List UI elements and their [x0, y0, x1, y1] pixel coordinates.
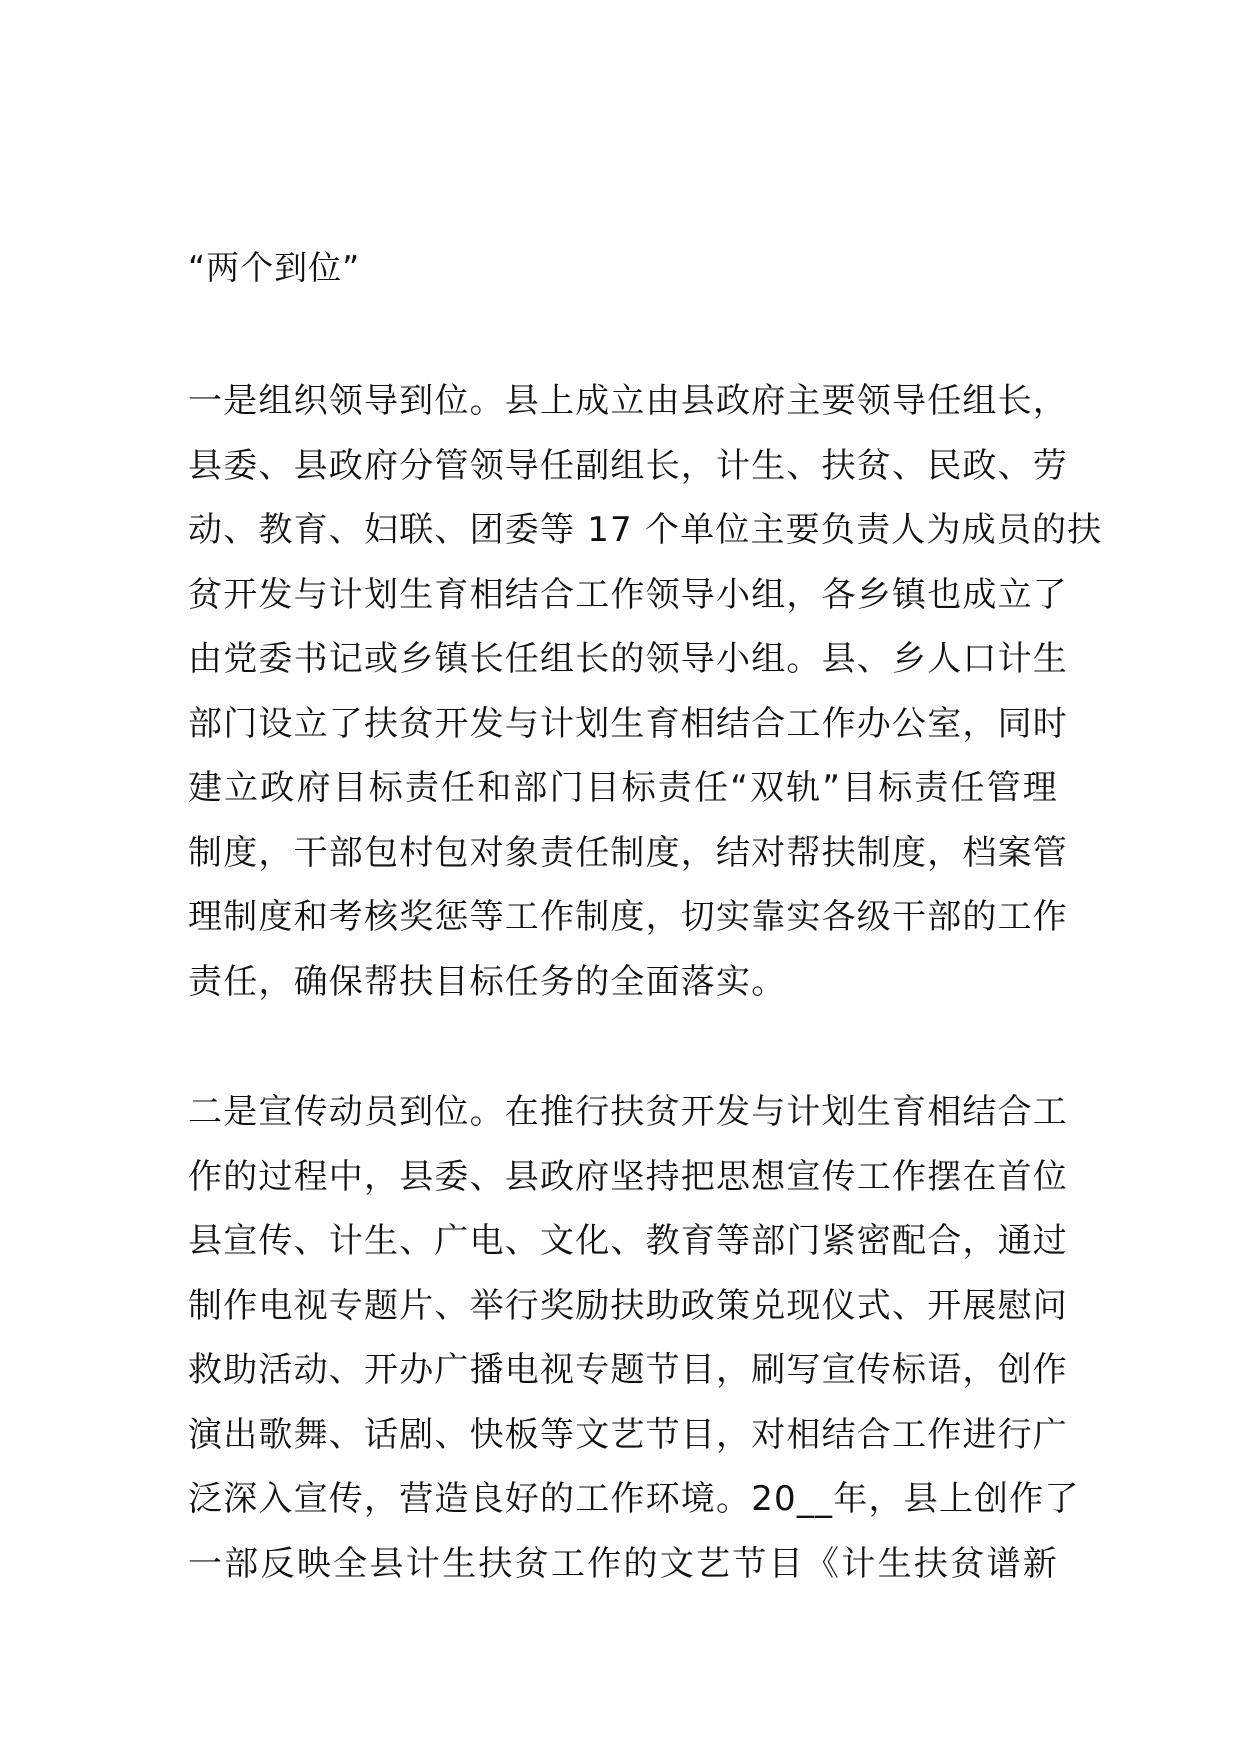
paragraph-line: 理制度和考核奖惩等工作制度，切实靠实各级干部的工作: [188, 897, 1068, 937]
paragraph-line: 县委、县政府分管领导任副组长，计生、扶贫、民政、劳: [188, 445, 1068, 486]
paragraph-line: 制作电视专题片、举行奖励扶助政策兑现仪式、开展慰问: [188, 1285, 1068, 1326]
paragraph-line: 泛深入宣传，营造良好的工作环境。20__年，县上创作了: [188, 1479, 1080, 1519]
paragraph-line: 一部反映全县计生扶贫工作的文艺节目《计生扶贫谱新: [188, 1543, 1058, 1584]
paragraph-organization: [188, 369, 1103, 1014]
paragraph-line: 制度，干部包村包对象责任制度，结对帮扶制度，档案管: [188, 832, 1068, 873]
paragraph-line: 动、教育、妇联、团委等 17 个单位主要负责人为成员的扶: [188, 510, 1103, 550]
document-body: [188, 236, 1103, 1596]
paragraph-line: 一是组织领导到位。县上成立由县政府主要领导任组长，: [188, 381, 1068, 421]
section-heading: “两个到位”: [188, 248, 361, 287]
spacer: [188, 300, 1058, 369]
spacer: [188, 1014, 1058, 1080]
paragraph-line: 部门设立了扶贫开发与计划生育相结合工作办公室，同时: [188, 703, 1068, 744]
paragraph-line: 二是宣传动员到位。在推行扶贫开发与计划生育相结合工: [188, 1092, 1068, 1132]
paragraph-line: 责任，确保帮扶目标任务的全面落实。: [188, 961, 787, 1002]
paragraph-line: 救助活动、开办广播电视专题节目，刷写宣传标语，创作: [188, 1350, 1068, 1390]
paragraph-line: 贫开发与计划生育相结合工作领导小组，各乡镇也成立了: [188, 574, 1068, 615]
paragraph-line: 由党委书记或乡镇长任组长的领导小组。县、乡人口计生: [188, 639, 1068, 679]
paragraph-line: 建立政府目标责任和部门目标责任“双轨”目标责任管理: [188, 768, 1058, 808]
paragraph-line: 县宣传、计生、广电、文化、教育等部门紧密配合，通过: [188, 1221, 1068, 1261]
paragraph-publicity: [188, 1080, 1080, 1596]
paragraph-line: 作的过程中，县委、县政府坚持把思想宣传工作摆在首位: [188, 1156, 1068, 1197]
paragraph-line: 演出歌舞、话剧、快板等文艺节目，对相结合工作进行广: [188, 1414, 1068, 1455]
